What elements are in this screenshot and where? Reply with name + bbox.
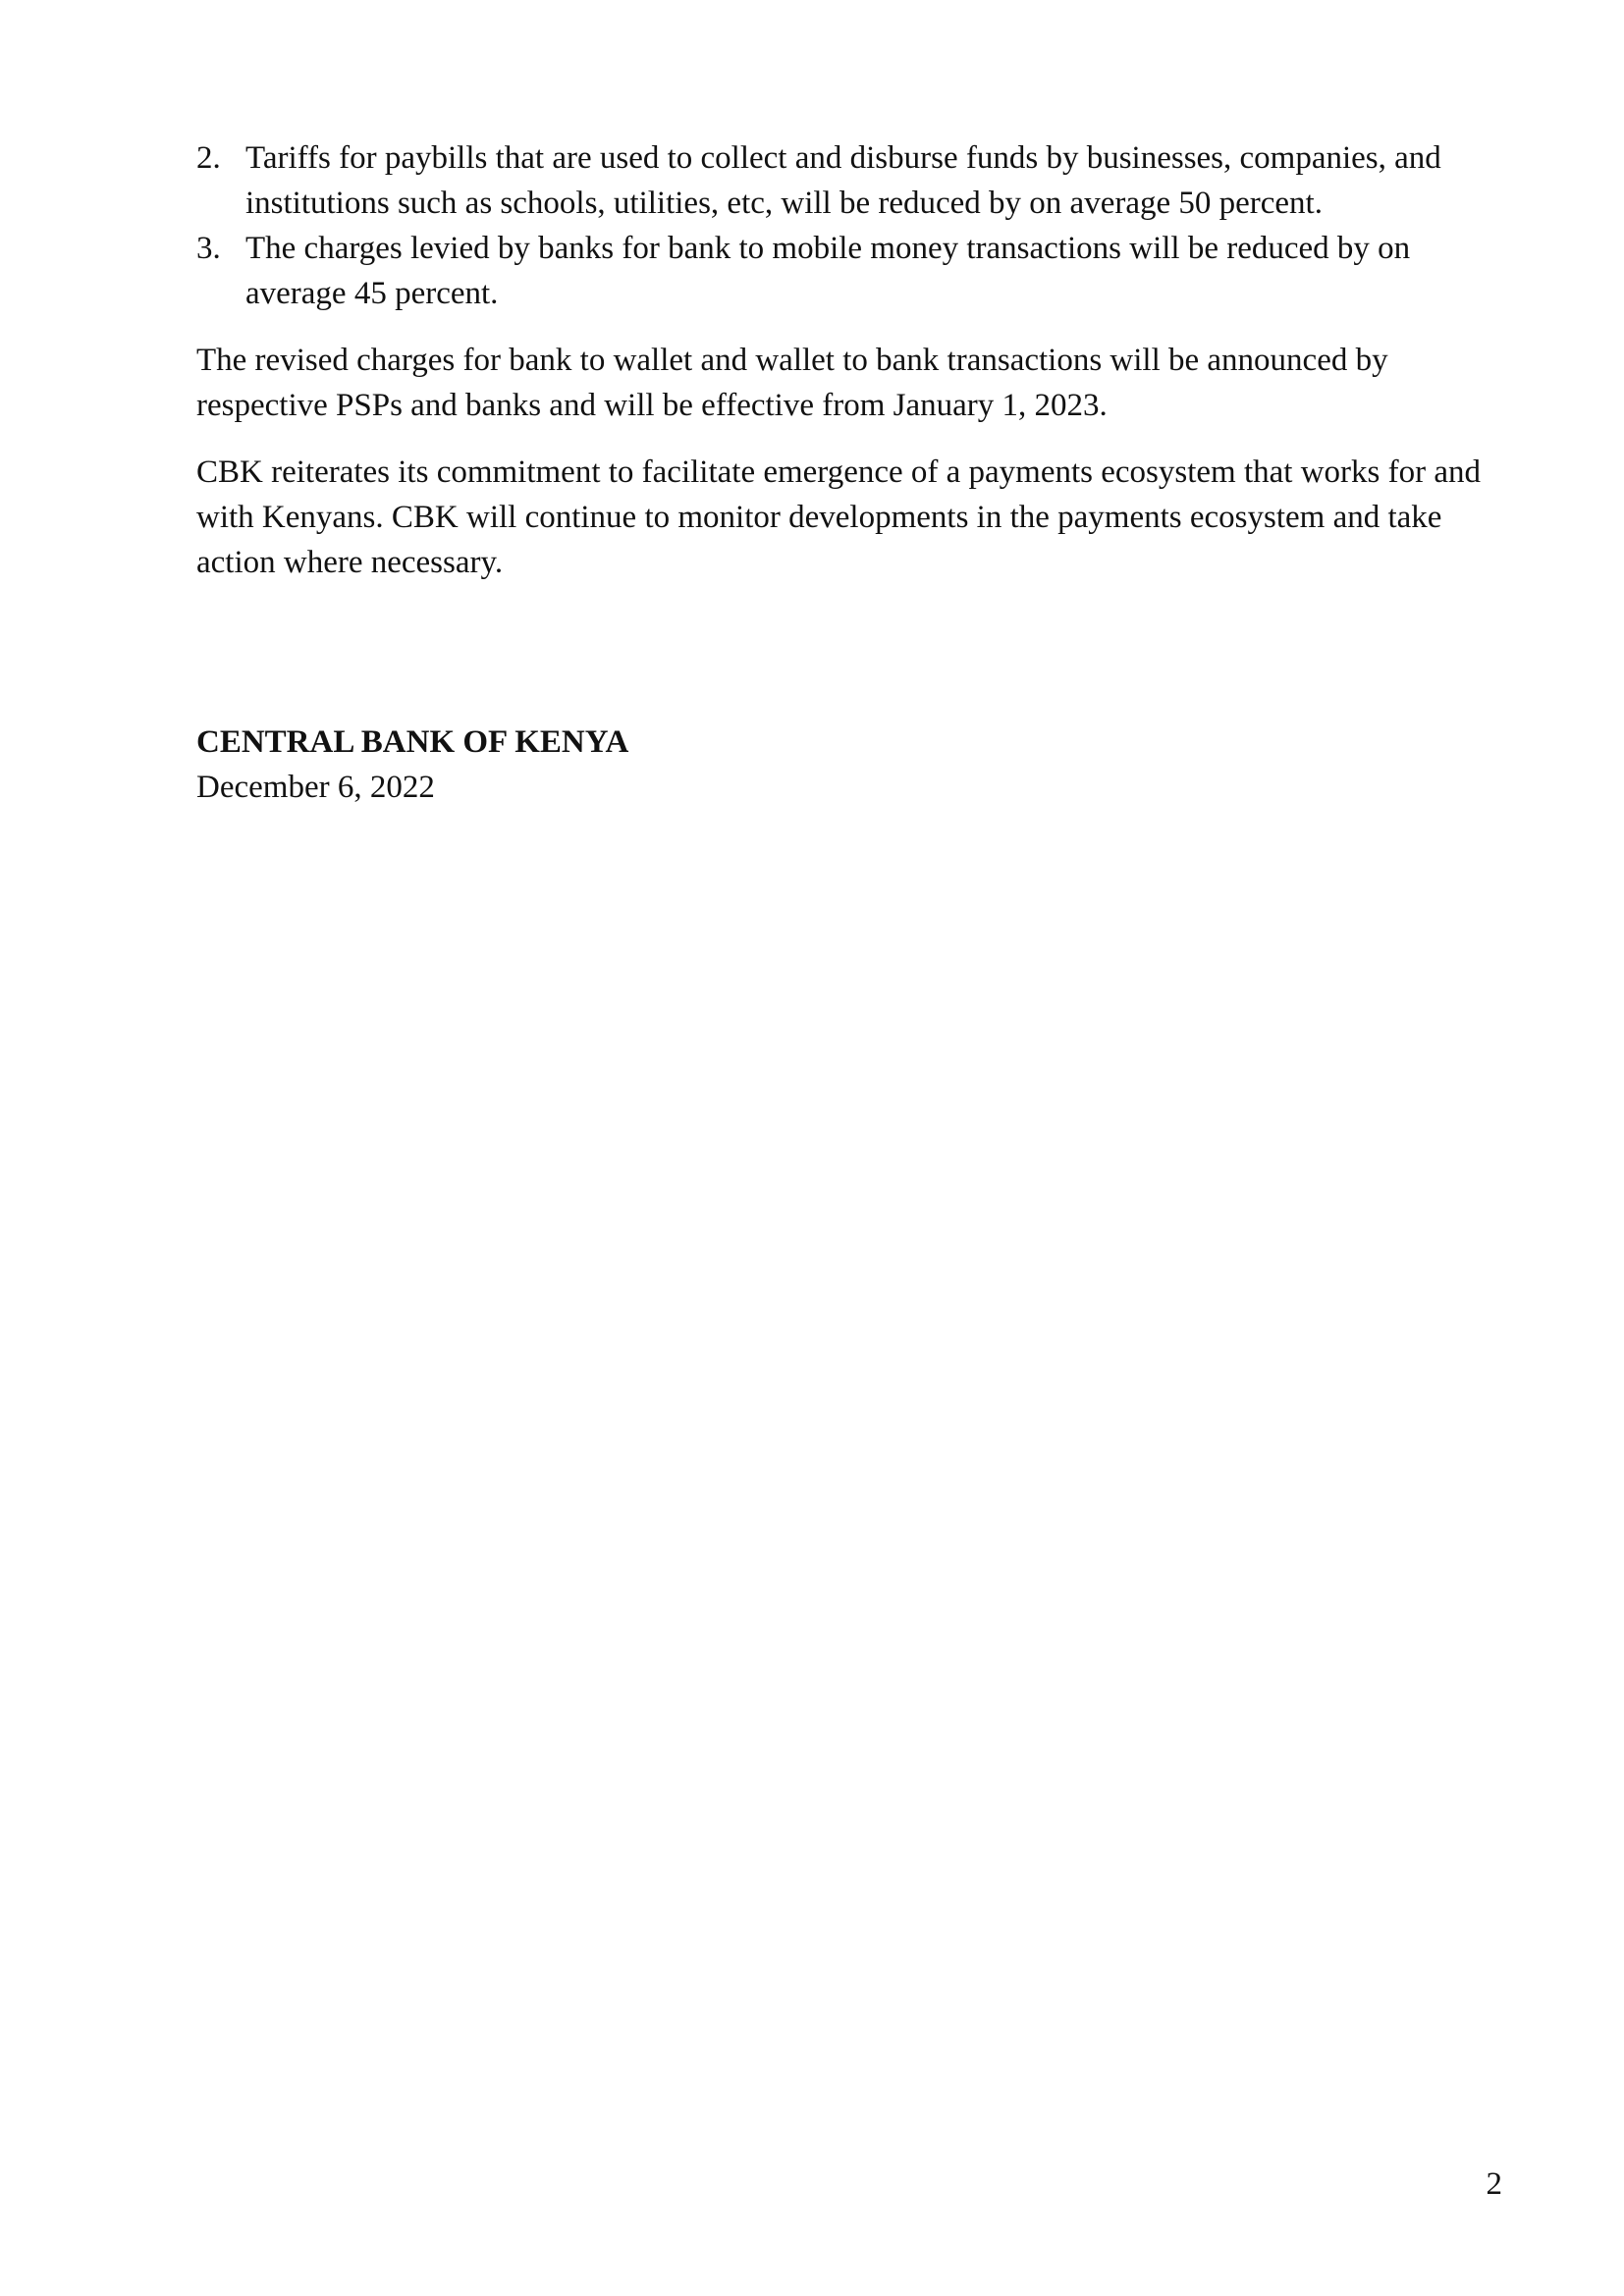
organization-name: CENTRAL BANK OF KENYA xyxy=(196,724,629,760)
list-item-number: 2. xyxy=(196,140,221,176)
paragraph-commitment: CBK reiterates its commitment to facilitate emergence of a payments ecosystem that works for and with Kenyans. CBK will continue to monitor developments in the payments ecosystem and take action where necessary. xyxy=(196,454,1481,580)
document-body xyxy=(196,135,1502,585)
signoff-block xyxy=(196,720,628,810)
paragraph-revised-charges: The revised charges for bank to wallet and wallet to bank transactions will be announced by respective PSPs and banks and will be effective from January 1, 2023. xyxy=(196,343,1388,423)
signoff-date: December 6, 2022 xyxy=(196,770,435,805)
numbered-list xyxy=(196,135,1502,316)
list-item-text: The charges levied by banks for bank to mobile money transactions will be reduced by on average 45 percent. xyxy=(245,231,1411,311)
list-item xyxy=(196,226,1502,316)
list-item xyxy=(196,135,1502,226)
list-item-text: Tariffs for paybills that are used to collect and disburse funds by businesses, companies, and institutions such as schools, utilities, etc, will be reduced by on average 50 percent. xyxy=(245,140,1441,221)
page-number: 2 xyxy=(1486,2166,1502,2202)
list-item-number: 3. xyxy=(196,231,221,266)
